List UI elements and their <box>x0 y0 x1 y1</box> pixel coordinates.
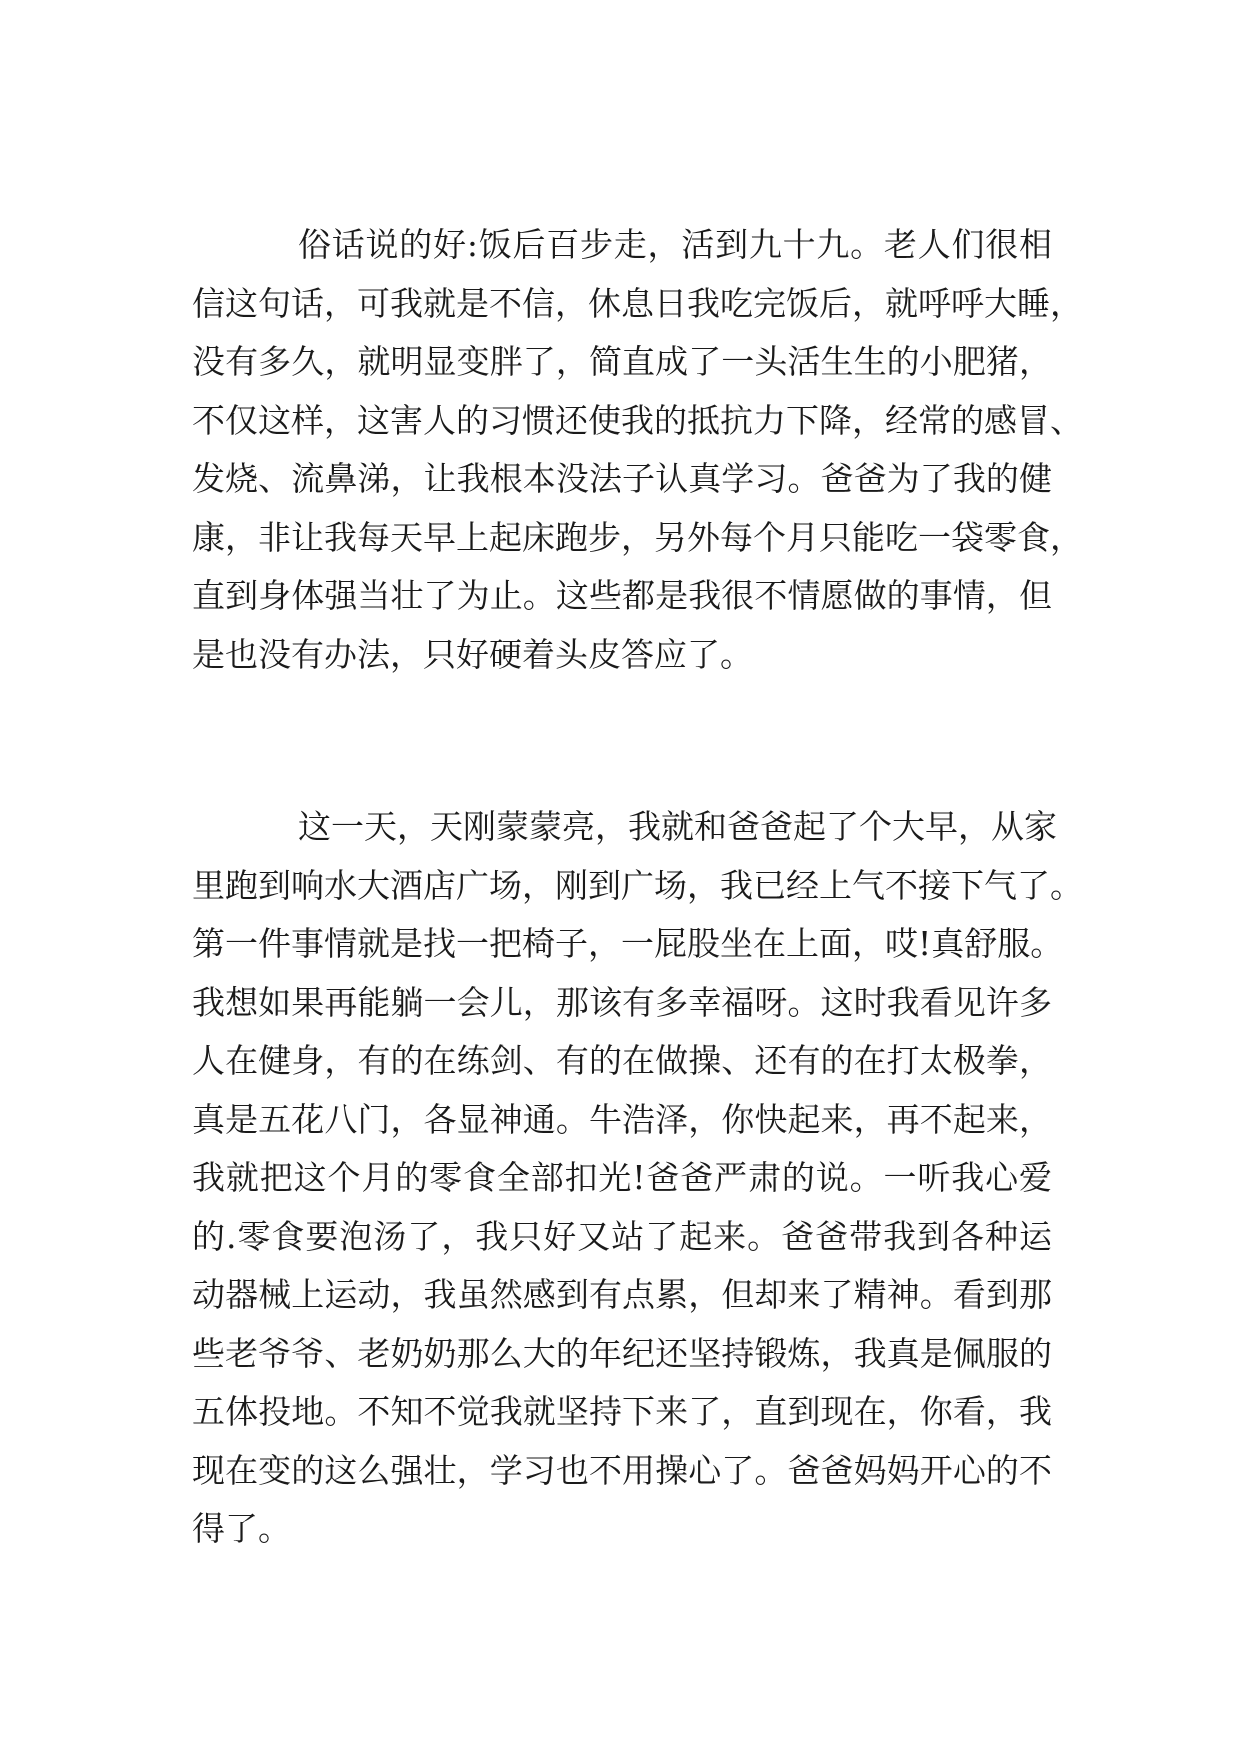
text-line: 我想如果再能躺一会儿，那该有多幸福呀。这时我看见许多 <box>192 982 1052 1022</box>
text-line: 信这句话，可我就是不信，休息日我吃完饭后，就呼呼大睡， <box>192 283 1083 323</box>
text-line: 五体投地。不知不觉我就坚持下来了，直到现在，你看，我 <box>192 1392 1052 1431</box>
text-line: 康，非让我每天早上起床跑步，另外每个月只能吃一袋零食， <box>192 517 1083 557</box>
text-line: 是也没有办法，只好硬着头皮答应了。 <box>192 634 753 674</box>
text-line: 得了。 <box>192 1509 291 1548</box>
text-line: 不仅这样，这害人的习惯还使我的抵抗力下降，经常的感冒、 <box>192 400 1083 440</box>
text-line: 些老爷爷、老奶奶那么大的年纪还坚持锻炼，我真是佩服的 <box>192 1333 1052 1373</box>
text-line: 人在健身，有的在练剑、有的在做操、还有的在打太极拳， <box>192 1041 1052 1080</box>
text-line: 这一天，天刚蒙蒙亮，我就和爸爸起了个大早，从家 <box>298 807 1057 846</box>
paragraph-1 <box>192 216 1083 684</box>
text-line: 动器械上运动，我虽然感到有点累，但却来了精神。看到那 <box>192 1275 1052 1314</box>
text-line: 真是五花八门，各显神通。牛浩泽，你快起来，再不起来， <box>192 1099 1052 1139</box>
text-line: 直到身体强当壮了为止。这些都是我很不情愿做的事情，但 <box>192 576 1052 615</box>
text-line: 的.零食要泡汤了，我只好又站了起来。爸爸带我到各种运 <box>192 1216 1052 1256</box>
text-line: 现在变的这么强壮，学习也不用操心了。爸爸妈妈开心的不 <box>192 1450 1052 1490</box>
text-line: 俗话说的好:饭后百步走，活到九十九。老人们很相 <box>298 225 1052 264</box>
text-line: 第一件事情就是找一把椅子，一屁股坐在上面，哎!真舒服。 <box>192 924 1064 963</box>
paragraph-2 <box>192 798 1083 1559</box>
text-line: 没有多久，就明显变胖了，简直成了一头活生生的小肥猪， <box>192 342 1052 381</box>
text-line: 发烧、流鼻涕，让我根本没法子认真学习。爸爸为了我的健 <box>192 459 1052 498</box>
text-line: 我就把这个月的零食全部扣光!爸爸严肃的说。一听我心爱 <box>192 1158 1052 1197</box>
text-line: 里跑到响水大酒店广场，刚到广场，我已经上气不接下气了。 <box>192 865 1083 905</box>
